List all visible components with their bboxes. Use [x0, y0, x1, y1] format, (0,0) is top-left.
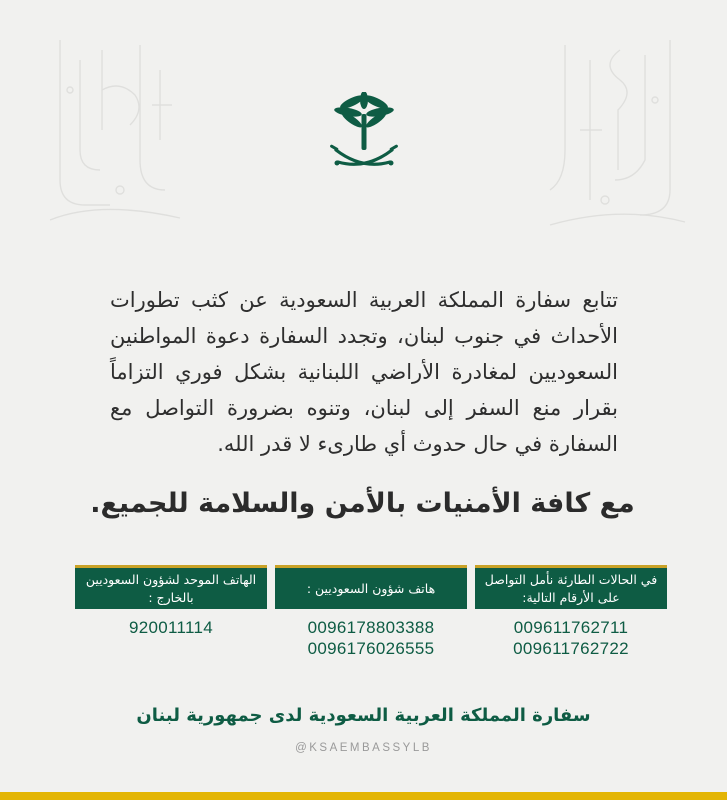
contact-label: هاتف شؤون السعوديين :	[275, 565, 467, 609]
phone-number[interactable]: 0096178803388	[307, 618, 435, 637]
palm-swords-emblem-icon	[328, 92, 400, 180]
contact-block-unified-line	[75, 565, 267, 638]
phone-number[interactable]: 0096176026555	[307, 639, 435, 658]
calligraphy-watermark-icon	[40, 30, 190, 230]
contact-block-emergency	[475, 565, 667, 659]
embassy-statement: تتابع سفارة المملكة العربية السعودية عن كثب تطورات الأحداث في جنوب لبنان، وتجدد السفارة دعوة المواطنين السعوديين لمغادرة الأراضي اللبنانية بشكل فوري التزاماً بقرار منع السفر إلى لبنان، وتنوه بضرورة التواصل مع السفارة في حال حدوث أي طارىء لا قدر الله.	[110, 288, 618, 456]
wishes-heading: مع كافة الأمنيات بالأمن والسلامة للجميع.	[90, 488, 635, 519]
embassy-name: سفارة المملكة العربية السعودية لدى جمهورية لبنان	[136, 705, 591, 726]
bottom-accent-bar	[0, 792, 727, 800]
social-handle: @KSAEMBASSYLB	[295, 742, 432, 754]
contact-block-saudi-affairs	[275, 565, 467, 659]
contact-label: الهاتف الموحد لشؤون السعوديين بالخارج :	[75, 565, 267, 609]
calligraphy-watermark-icon	[540, 30, 690, 230]
phone-number[interactable]: 009611762722	[513, 639, 629, 658]
contact-label: في الحالات الطارئة نأمل التواصل على الأرقام التالية:	[475, 565, 667, 609]
phone-number[interactable]: 920011114	[128, 618, 213, 637]
phone-number[interactable]: 009611762711	[513, 618, 629, 637]
